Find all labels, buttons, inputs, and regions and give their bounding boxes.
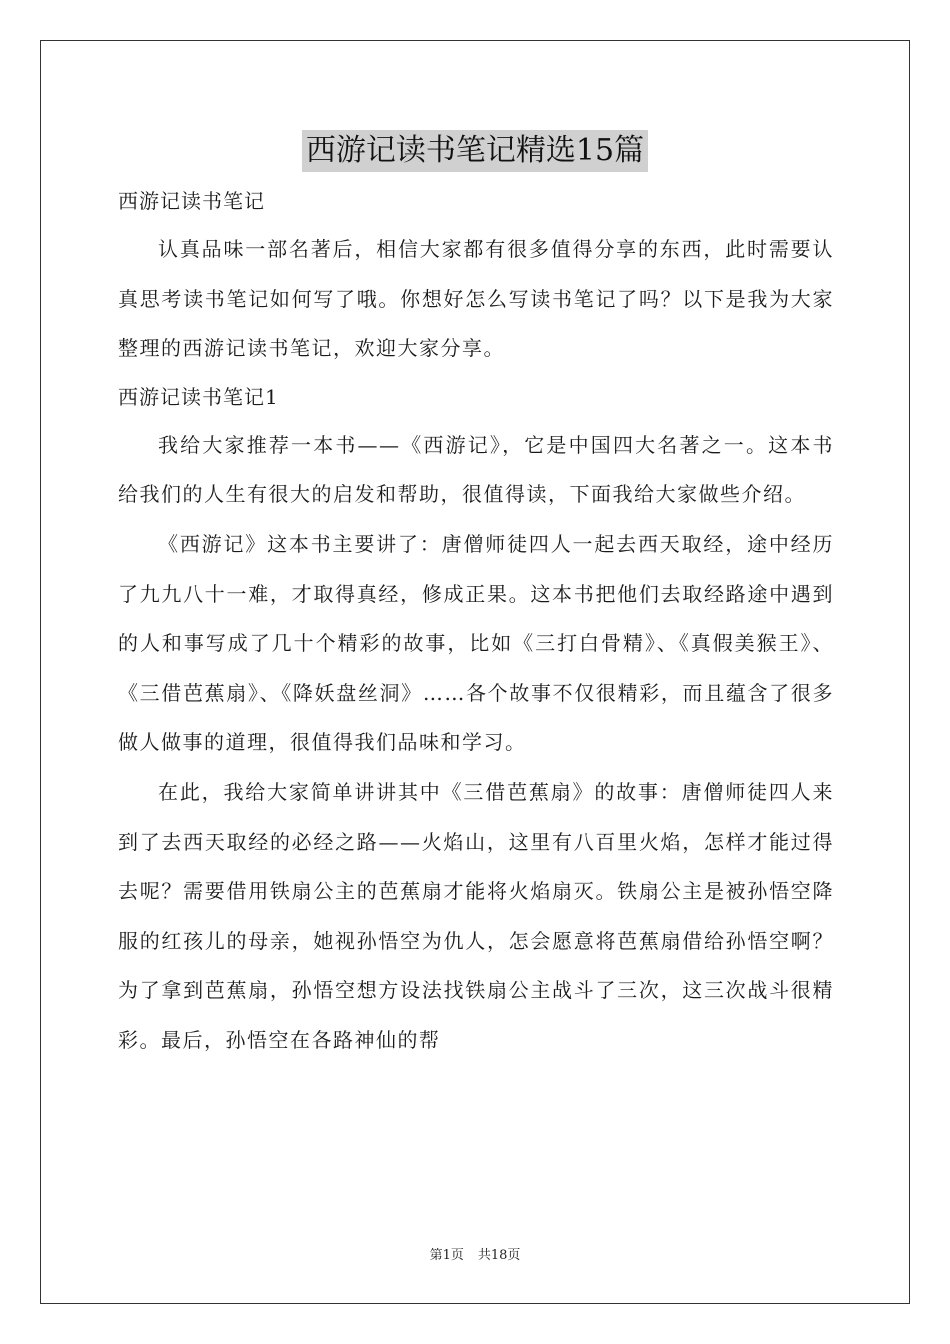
title-container (0, 130, 950, 172)
document-title: 西游记读书笔记精选15篇 (302, 130, 648, 172)
body-paragraph: 在此，我给大家简单讲讲其中《三借芭蕉扇》的故事：唐僧师徒四人来到了去西天取经的必经之路——火焰山，这里有八百里火焰，怎样才能过得去呢？需要借用铁扇公主的芭蕉扇才能将火焰扇灭。铁扇公主是被孙悟空降服的红孩儿的母亲，她视孙悟空为仇人，怎会愿意将芭蕉扇借给孙悟空啊？为了拿到芭蕉扇，孙悟空想方设法找铁扇公主战斗了三次，这三次战斗很精彩。最后，孙悟空在各路神仙的帮 (118, 779, 834, 1052)
body-paragraph: 我给大家推荐一本书——《西游记》，它是中国四大名著之一。这本书给我们的人生有很大的启发和帮助，很值得读，下面我给大家做些介绍。 (118, 432, 834, 507)
page-number: 第1页 (429, 1248, 464, 1263)
intro-paragraph: 认真品味一部名著后，相信大家都有很多值得分享的东西，此时需要认真思考读书笔记如何写了哦。你想好怎么写读书笔记了吗？以下是我为大家整理的西游记读书笔记，欢迎大家分享。 (118, 237, 834, 361)
body-paragraph: 《西游记》这本书主要讲了：唐僧师徒四人一起去西天取经，途中经历了九九八十一难，才取得真经，修成正果。这本书把他们去取经路途中遇到的人和事写成了几十个精彩的故事，比如《三打白骨精》、《真假美猴王》、《三借芭蕉扇》、《降妖盘丝洞》……各个故事不仅很精彩，而且蕴含了很多做人做事的道理，很值得我们品味和学习。 (118, 531, 834, 755)
page-footer (0, 1247, 950, 1265)
intro-heading: 西游记读书笔记 (118, 189, 265, 213)
page-total: 共18页 (477, 1248, 521, 1263)
document-body (118, 178, 834, 1066)
section-heading: 西游记读书笔记1 (118, 384, 279, 409)
